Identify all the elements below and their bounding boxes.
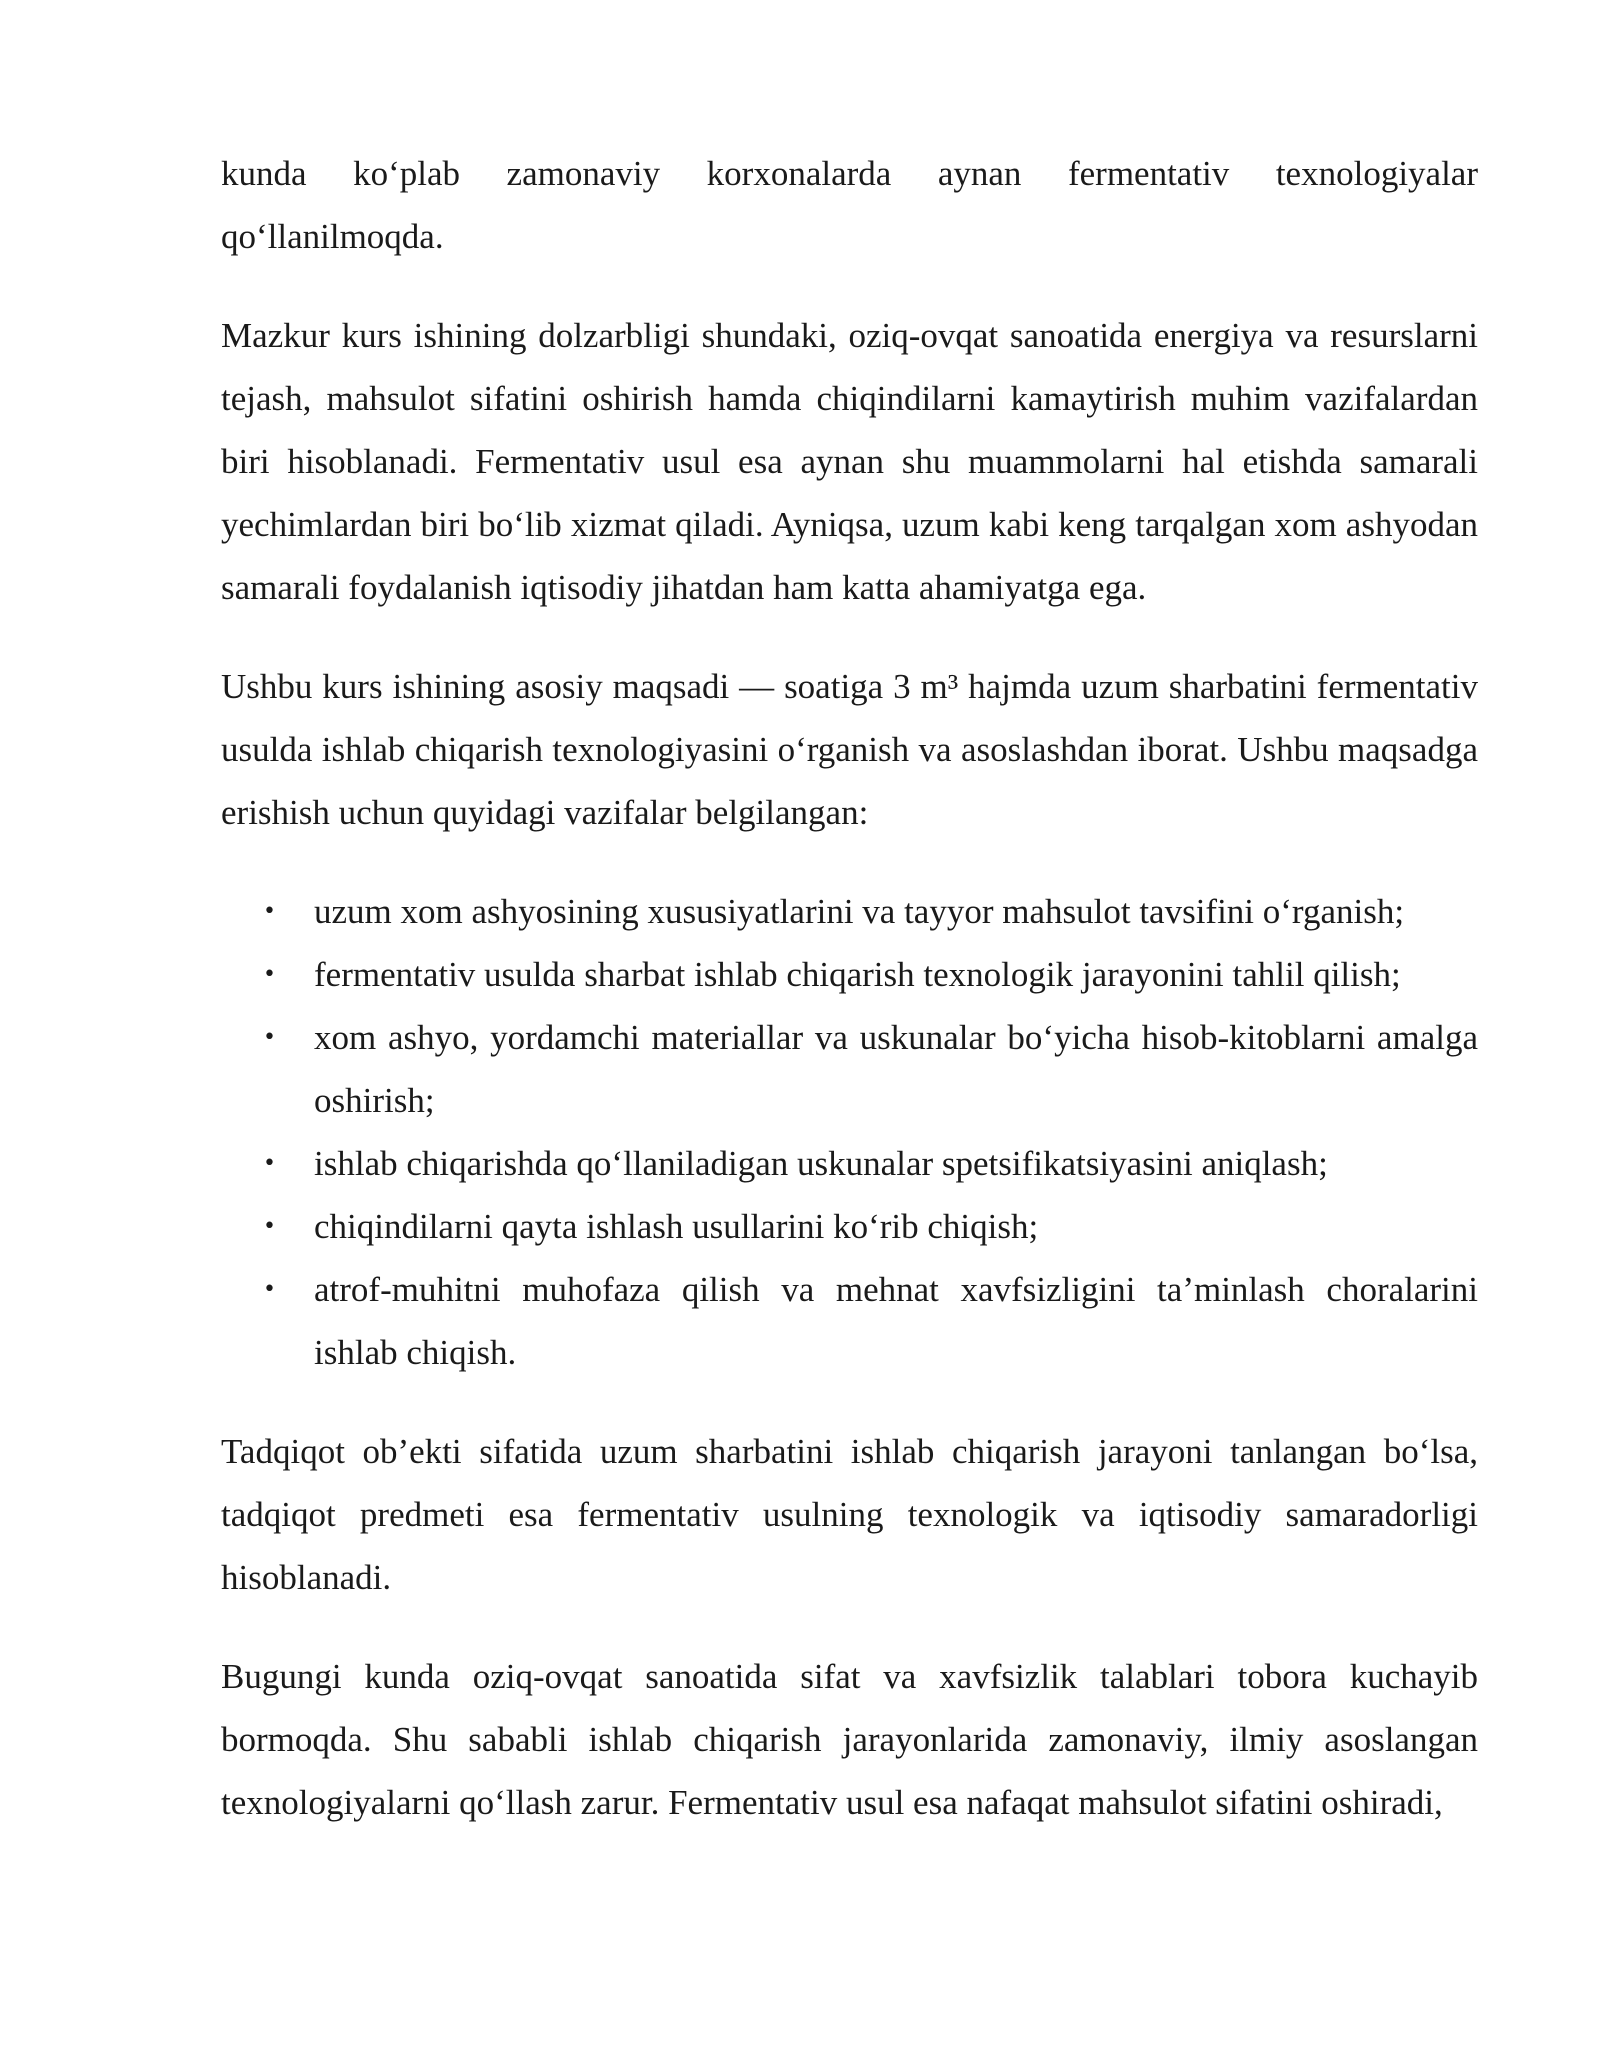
task-list-item bbox=[221, 943, 1478, 1006]
task-list-item bbox=[221, 1006, 1478, 1132]
paragraph-gap bbox=[221, 1609, 1478, 1645]
task-text: ishlab chiqarishda qo‘llaniladigan uskunalar spetsifikatsiyasini aniqlash; bbox=[314, 1144, 1328, 1183]
task-list bbox=[221, 880, 1478, 1384]
task-text: fermentativ usulda sharbat ishlab chiqarish texnologik jarayonini tahlil qilish; bbox=[314, 955, 1401, 994]
paragraph-gap bbox=[221, 844, 1478, 880]
paragraph-goal: Ushbu kurs ishining asosiy maqsadi — soatiga 3 m³ hajmda uzum sharbatini fermentativ usulda ishlab chiqarish texnologiyasini o‘rganish va asoslashdan iborat. Ushbu maqsadga erishish uchun quyidagi vazifalar belgilangan: bbox=[221, 667, 1478, 832]
task-text: xom ashyo, yordamchi materiallar va uskunalar bo‘yicha hisob-kitoblarni amalga oshirish; bbox=[314, 1018, 1478, 1120]
task-list-item bbox=[221, 1132, 1478, 1195]
task-text: chiqindilarni qayta ishlash usullarini ko‘rib chiqish; bbox=[314, 1207, 1039, 1246]
bullet-icon: • bbox=[263, 899, 276, 924]
task-text: uzum xom ashyosining xususiyatlarini va tayyor mahsulot tavsifini o‘rganish; bbox=[314, 892, 1405, 931]
task-list-item bbox=[221, 1258, 1478, 1384]
bullet-icon: • bbox=[263, 1151, 276, 1176]
bullet-icon: • bbox=[263, 1025, 276, 1050]
bullet-icon: • bbox=[263, 1214, 276, 1239]
paragraph-relevance: Mazkur kurs ishining dolzarbligi shundaki, oziq-ovqat sanoatida energiya va resurslarni tejash, mahsulot sifatini oshirish hamda chiqindilarni kamaytirish muhim vazifalardan biri hisoblanadi. Fermentativ usul esa aynan shu muammolarni hal etishda samarali yechimlardan biri bo‘lib xizmat qiladi. Ayniqsa, uzum kabi keng tarqalgan xom ashyodan samarali foydalanish iqtisodiy jihatdan ham katta ahamiyatga ega. bbox=[221, 316, 1478, 607]
task-text: atrof-muhitni muhofaza qilish va mehnat xavfsizligini ta’minlash choralarini ishlab chiqish. bbox=[314, 1270, 1478, 1372]
paragraph-research-object: Tadqiqot ob’ekti sifatida uzum sharbatini ishlab chiqarish jarayoni tanlangan bo‘lsa, tadqiqot predmeti esa fermentativ usulning texnologik va iqtisodiy samaradorligi hisoblanadi. bbox=[221, 1432, 1478, 1597]
paragraph-continuation: kunda ko‘plab zamonaviy korxonalarda aynan fermentativ texnologiyalar qo‘llanilmoqda. bbox=[221, 154, 1478, 256]
paragraph-gap bbox=[221, 268, 1478, 304]
bullet-icon: • bbox=[263, 1277, 276, 1302]
task-list-item bbox=[221, 880, 1478, 943]
task-list-item bbox=[221, 1195, 1478, 1258]
paragraph-today: Bugungi kunda oziq-ovqat sanoatida sifat va xavfsizlik talablari tobora kuchayib bormoqda. Shu sababli ishlab chiqarish jarayonlarida zamonaviy, ilmiy asoslangan texnologiyalarni qo‘llash zarur. Fermentativ usul esa nafaqat mahsulot sifatini oshiradi, bbox=[221, 1657, 1478, 1822]
paragraph-gap bbox=[221, 1384, 1478, 1420]
paragraph-gap bbox=[221, 619, 1478, 655]
bullet-icon: • bbox=[263, 962, 276, 987]
document-page bbox=[221, 142, 1478, 1834]
